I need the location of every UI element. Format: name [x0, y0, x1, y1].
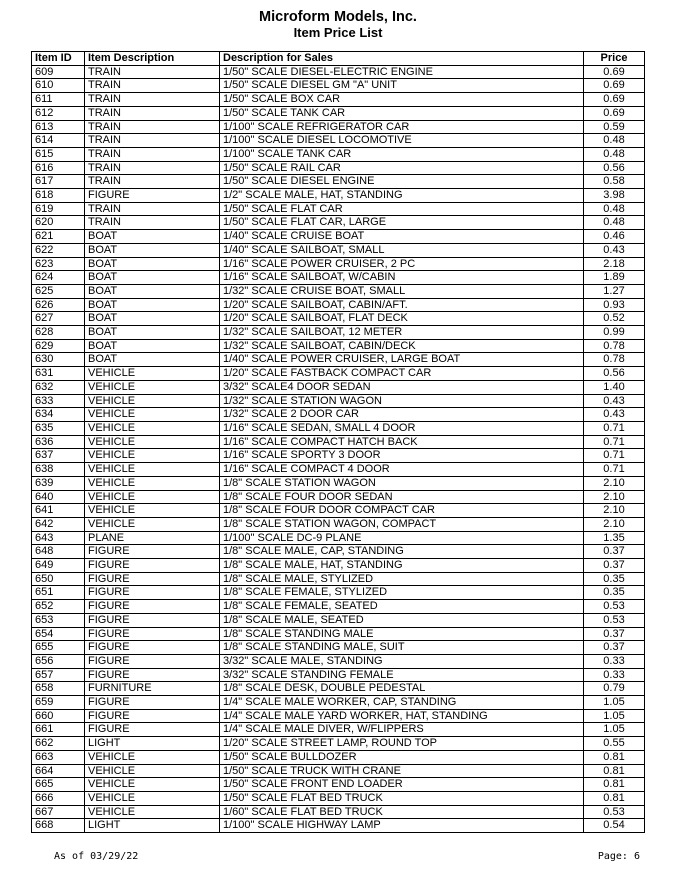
sales-description-cell: 1/8" SCALE DESK, DOUBLE PEDESTAL	[220, 682, 584, 696]
price-cell: 0.48	[584, 147, 645, 161]
price-cell: 2.10	[584, 476, 645, 490]
table-row	[32, 764, 645, 778]
sales-description-cell: 1/16" SCALE COMPACT 4 DOOR	[220, 463, 584, 477]
table-row	[32, 572, 645, 586]
item-id-cell: 658	[32, 682, 85, 696]
price-cell: 0.58	[584, 175, 645, 189]
item-id-cell: 633	[32, 394, 85, 408]
table-row	[32, 161, 645, 175]
item-id-cell: 629	[32, 339, 85, 353]
table-row	[32, 476, 645, 490]
item-description-cell: BOAT	[85, 312, 220, 326]
table-row	[32, 504, 645, 518]
sales-description-cell: 1/50" SCALE DIESEL ENGINE	[220, 175, 584, 189]
item-id-cell: 622	[32, 243, 85, 257]
item-description-cell: VEHICLE	[85, 791, 220, 805]
item-description-cell: VEHICLE	[85, 367, 220, 381]
table-row	[32, 819, 645, 833]
table-row	[32, 613, 645, 627]
table-row	[32, 79, 645, 93]
price-cell: 0.71	[584, 421, 645, 435]
item-id-cell: 631	[32, 367, 85, 381]
column-header-price: Price	[584, 52, 645, 66]
column-header-description-for-sales: Description for Sales	[220, 52, 584, 66]
item-description-cell: BOAT	[85, 339, 220, 353]
item-description-cell: VEHICLE	[85, 764, 220, 778]
item-description-cell: FIGURE	[85, 572, 220, 586]
item-description-cell: TRAIN	[85, 161, 220, 175]
item-description-cell: VEHICLE	[85, 463, 220, 477]
table-row	[32, 394, 645, 408]
item-description-cell: TRAIN	[85, 134, 220, 148]
table-row	[32, 696, 645, 710]
item-id-cell: 650	[32, 572, 85, 586]
price-cell: 0.35	[584, 572, 645, 586]
price-cell: 0.48	[584, 134, 645, 148]
item-id-cell: 617	[32, 175, 85, 189]
table-row	[32, 106, 645, 120]
sales-description-cell: 1/8" SCALE FEMALE, SEATED	[220, 600, 584, 614]
price-cell: 2.10	[584, 517, 645, 531]
table-row	[32, 202, 645, 216]
item-description-cell: VEHICLE	[85, 517, 220, 531]
item-id-cell: 614	[32, 134, 85, 148]
item-description-cell: TRAIN	[85, 65, 220, 79]
sales-description-cell: 1/8" SCALE STANDING MALE, SUIT	[220, 641, 584, 655]
item-description-cell: LIGHT	[85, 819, 220, 833]
item-id-cell: 625	[32, 284, 85, 298]
item-description-cell: FIGURE	[85, 559, 220, 573]
item-description-cell: TRAIN	[85, 79, 220, 93]
price-cell: 0.78	[584, 339, 645, 353]
price-table	[31, 51, 645, 833]
item-id-cell: 624	[32, 271, 85, 285]
price-cell: 0.55	[584, 737, 645, 751]
item-description-cell: VEHICLE	[85, 408, 220, 422]
item-description-cell: VEHICLE	[85, 805, 220, 819]
sales-description-cell: 1/4" SCALE MALE DIVER, W/FLIPPERS	[220, 723, 584, 737]
item-id-cell: 618	[32, 189, 85, 203]
item-description-cell: VEHICLE	[85, 380, 220, 394]
sales-description-cell: 1/50" SCALE TRUCK WITH CRANE	[220, 764, 584, 778]
sales-description-cell: 1/16" SCALE SPORTY 3 DOOR	[220, 449, 584, 463]
page-title: Microform Models, Inc.	[259, 9, 417, 25]
table-row	[32, 421, 645, 435]
item-id-cell: 639	[32, 476, 85, 490]
item-id-cell: 666	[32, 791, 85, 805]
price-cell: 0.37	[584, 641, 645, 655]
table-row	[32, 682, 645, 696]
price-cell: 1.05	[584, 696, 645, 710]
sales-description-cell: 1/100" SCALE DC-9 PLANE	[220, 531, 584, 545]
sales-description-cell: 1/60" SCALE FLAT BED TRUCK	[220, 805, 584, 819]
table-row	[32, 312, 645, 326]
item-id-cell: 621	[32, 230, 85, 244]
sales-description-cell: 3/32" SCALE STANDING FEMALE	[220, 668, 584, 682]
price-cell: 0.71	[584, 449, 645, 463]
item-id-cell: 612	[32, 106, 85, 120]
item-description-cell: VEHICLE	[85, 435, 220, 449]
price-cell: 0.78	[584, 353, 645, 367]
table-row	[32, 408, 645, 422]
sales-description-cell: 1/50" SCALE FLAT BED TRUCK	[220, 791, 584, 805]
table-header-row	[32, 52, 645, 66]
item-id-cell: 663	[32, 750, 85, 764]
item-description-cell: FIGURE	[85, 641, 220, 655]
table-row	[32, 559, 645, 573]
item-description-cell: LIGHT	[85, 737, 220, 751]
footer-page-number: Page: 6	[597, 851, 640, 862]
sales-description-cell: 1/50" SCALE FLAT CAR	[220, 202, 584, 216]
sales-description-cell: 1/100" SCALE REFRIGERATOR CAR	[220, 120, 584, 134]
table-row	[32, 353, 645, 367]
price-cell: 1.89	[584, 271, 645, 285]
item-id-cell: 655	[32, 641, 85, 655]
table-body	[32, 65, 645, 832]
item-id-cell: 661	[32, 723, 85, 737]
table-row	[32, 298, 645, 312]
price-cell: 0.35	[584, 586, 645, 600]
price-cell: 0.81	[584, 791, 645, 805]
table-row	[32, 600, 645, 614]
item-description-cell: FIGURE	[85, 545, 220, 559]
sales-description-cell: 3/32" SCALE MALE, STANDING	[220, 654, 584, 668]
item-description-cell: BOAT	[85, 257, 220, 271]
sales-description-cell: 1/100" SCALE TANK CAR	[220, 147, 584, 161]
table-row	[32, 339, 645, 353]
item-id-cell: 643	[32, 531, 85, 545]
table-row	[32, 380, 645, 394]
sales-description-cell: 1/20" SCALE FASTBACK COMPACT CAR	[220, 367, 584, 381]
price-cell: 0.53	[584, 613, 645, 627]
item-id-cell: 615	[32, 147, 85, 161]
item-id-cell: 664	[32, 764, 85, 778]
price-cell: 0.71	[584, 463, 645, 477]
item-description-cell: FIGURE	[85, 600, 220, 614]
item-id-cell: 654	[32, 627, 85, 641]
item-id-cell: 610	[32, 79, 85, 93]
sales-description-cell: 1/50" SCALE FRONT END LOADER	[220, 778, 584, 792]
table-row	[32, 189, 645, 203]
table-row	[32, 230, 645, 244]
table-row	[32, 517, 645, 531]
item-description-cell: FIGURE	[85, 668, 220, 682]
item-description-cell: BOAT	[85, 353, 220, 367]
sales-description-cell: 1/32" SCALE SAILBOAT, 12 METER	[220, 326, 584, 340]
price-cell: 1.40	[584, 380, 645, 394]
price-cell: 0.37	[584, 545, 645, 559]
sales-description-cell: 1/8" SCALE STATION WAGON	[220, 476, 584, 490]
item-description-cell: FIGURE	[85, 696, 220, 710]
item-id-cell: 613	[32, 120, 85, 134]
item-id-cell: 636	[32, 435, 85, 449]
price-cell: 2.10	[584, 504, 645, 518]
item-description-cell: BOAT	[85, 271, 220, 285]
table-row	[32, 120, 645, 134]
item-id-cell: 659	[32, 696, 85, 710]
sales-description-cell: 1/4" SCALE MALE WORKER, CAP, STANDING	[220, 696, 584, 710]
item-description-cell: TRAIN	[85, 147, 220, 161]
sales-description-cell: 1/16" SCALE SEDAN, SMALL 4 DOOR	[220, 421, 584, 435]
sales-description-cell: 1/32" SCALE CRUISE BOAT, SMALL	[220, 284, 584, 298]
table-row	[32, 93, 645, 107]
table-row	[32, 641, 645, 655]
item-description-cell: VEHICLE	[85, 394, 220, 408]
table-row	[32, 216, 645, 230]
item-description-cell: VEHICLE	[85, 504, 220, 518]
item-description-cell: TRAIN	[85, 216, 220, 230]
price-cell: 1.27	[584, 284, 645, 298]
sales-description-cell: 1/32" SCALE SAILBOAT, CABIN/DECK	[220, 339, 584, 353]
item-id-cell: 656	[32, 654, 85, 668]
table-row	[32, 65, 645, 79]
item-id-cell: 652	[32, 600, 85, 614]
item-description-cell: TRAIN	[85, 120, 220, 134]
sales-description-cell: 1/2" SCALE MALE, HAT, STANDING	[220, 189, 584, 203]
sales-description-cell: 1/40" SCALE CRUISE BOAT	[220, 230, 584, 244]
sales-description-cell: 1/100" SCALE DIESEL LOCOMOTIVE	[220, 134, 584, 148]
price-cell: 0.56	[584, 367, 645, 381]
item-description-cell: TRAIN	[85, 202, 220, 216]
sales-description-cell: 1/8" SCALE STATION WAGON, COMPACT	[220, 517, 584, 531]
sales-description-cell: 1/8" SCALE FEMALE, STYLIZED	[220, 586, 584, 600]
sales-description-cell: 1/16" SCALE POWER CRUISER, 2 PC	[220, 257, 584, 271]
table-row	[32, 654, 645, 668]
price-cell: 0.79	[584, 682, 645, 696]
price-cell: 0.46	[584, 230, 645, 244]
item-description-cell: VEHICLE	[85, 421, 220, 435]
price-cell: 2.10	[584, 490, 645, 504]
item-id-cell: 657	[32, 668, 85, 682]
sales-description-cell: 1/8" SCALE MALE, HAT, STANDING	[220, 559, 584, 573]
price-cell: 0.81	[584, 750, 645, 764]
price-cell: 0.81	[584, 764, 645, 778]
price-cell: 0.56	[584, 161, 645, 175]
sales-description-cell: 1/20" SCALE SAILBOAT, FLAT DECK	[220, 312, 584, 326]
sales-description-cell: 1/8" SCALE MALE, CAP, STANDING	[220, 545, 584, 559]
table-row	[32, 257, 645, 271]
price-cell: 0.69	[584, 106, 645, 120]
item-id-cell: 648	[32, 545, 85, 559]
table-row	[32, 778, 645, 792]
item-id-cell: 662	[32, 737, 85, 751]
price-cell: 3.98	[584, 189, 645, 203]
item-id-cell: 632	[32, 380, 85, 394]
item-id-cell: 630	[32, 353, 85, 367]
table-row	[32, 284, 645, 298]
item-description-cell: FURNITURE	[85, 682, 220, 696]
price-cell: 0.43	[584, 394, 645, 408]
item-description-cell: BOAT	[85, 230, 220, 244]
table-row	[32, 147, 645, 161]
price-cell: 2.18	[584, 257, 645, 271]
table-row	[32, 243, 645, 257]
table-row	[32, 627, 645, 641]
price-cell: 0.37	[584, 627, 645, 641]
item-id-cell: 653	[32, 613, 85, 627]
sales-description-cell: 1/8" SCALE FOUR DOOR SEDAN	[220, 490, 584, 504]
item-id-cell: 628	[32, 326, 85, 340]
table-row	[32, 326, 645, 340]
item-description-cell: FIGURE	[85, 723, 220, 737]
price-cell: 0.69	[584, 79, 645, 93]
price-cell: 0.37	[584, 559, 645, 573]
price-cell: 0.33	[584, 668, 645, 682]
price-cell: 1.05	[584, 709, 645, 723]
item-description-cell: FIGURE	[85, 613, 220, 627]
price-cell: 0.81	[584, 778, 645, 792]
item-id-cell: 634	[32, 408, 85, 422]
item-id-cell: 620	[32, 216, 85, 230]
item-description-cell: FIGURE	[85, 189, 220, 203]
price-cell: 0.71	[584, 435, 645, 449]
table-row	[32, 134, 645, 148]
item-id-cell: 638	[32, 463, 85, 477]
table-row	[32, 435, 645, 449]
page-subtitle: Item Price List	[293, 25, 383, 40]
item-description-cell: FIGURE	[85, 709, 220, 723]
sales-description-cell: 1/16" SCALE SAILBOAT, W/CABIN	[220, 271, 584, 285]
price-cell: 0.48	[584, 202, 645, 216]
item-description-cell: VEHICLE	[85, 778, 220, 792]
table-row	[32, 175, 645, 189]
table-row	[32, 449, 645, 463]
item-id-cell: 627	[32, 312, 85, 326]
price-cell: 0.99	[584, 326, 645, 340]
sales-description-cell: 1/50" SCALE FLAT CAR, LARGE	[220, 216, 584, 230]
item-id-cell: 623	[32, 257, 85, 271]
table-row	[32, 805, 645, 819]
item-id-cell: 635	[32, 421, 85, 435]
sales-description-cell: 1/50" SCALE DIESEL-ELECTRIC ENGINE	[220, 65, 584, 79]
item-id-cell: 668	[32, 819, 85, 833]
price-cell: 0.33	[584, 654, 645, 668]
sales-description-cell: 1/50" SCALE DIESEL GM "A" UNIT	[220, 79, 584, 93]
sales-description-cell: 1/32" SCALE STATION WAGON	[220, 394, 584, 408]
price-cell: 1.35	[584, 531, 645, 545]
table-row	[32, 586, 645, 600]
sales-description-cell: 1/16" SCALE COMPACT HATCH BACK	[220, 435, 584, 449]
table-row	[32, 367, 645, 381]
price-cell: 0.69	[584, 65, 645, 79]
item-id-cell: 641	[32, 504, 85, 518]
sales-description-cell: 1/32" SCALE 2 DOOR CAR	[220, 408, 584, 422]
price-cell: 0.69	[584, 93, 645, 107]
price-cell: 0.48	[584, 216, 645, 230]
item-description-cell: FIGURE	[85, 654, 220, 668]
sales-description-cell: 1/40" SCALE SAILBOAT, SMALL	[220, 243, 584, 257]
sales-description-cell: 1/8" SCALE STANDING MALE	[220, 627, 584, 641]
table-row	[32, 668, 645, 682]
table-row	[32, 531, 645, 545]
item-description-cell: TRAIN	[85, 175, 220, 189]
table-row	[32, 490, 645, 504]
sales-description-cell: 1/4" SCALE MALE YARD WORKER, HAT, STANDING	[220, 709, 584, 723]
item-description-cell: BOAT	[85, 298, 220, 312]
price-cell: 0.53	[584, 600, 645, 614]
item-description-cell: BOAT	[85, 243, 220, 257]
item-id-cell: 609	[32, 65, 85, 79]
item-description-cell: BOAT	[85, 284, 220, 298]
table-row	[32, 750, 645, 764]
sales-description-cell: 1/8" SCALE FOUR DOOR COMPACT CAR	[220, 504, 584, 518]
price-cell: 0.93	[584, 298, 645, 312]
price-cell: 0.52	[584, 312, 645, 326]
price-cell: 0.53	[584, 805, 645, 819]
item-id-cell: 637	[32, 449, 85, 463]
price-cell: 1.05	[584, 723, 645, 737]
table-row	[32, 737, 645, 751]
item-description-cell: PLANE	[85, 531, 220, 545]
table-row	[32, 709, 645, 723]
item-id-cell: 640	[32, 490, 85, 504]
item-id-cell: 616	[32, 161, 85, 175]
item-id-cell: 649	[32, 559, 85, 573]
item-description-cell: VEHICLE	[85, 490, 220, 504]
table-row	[32, 463, 645, 477]
sales-description-cell: 3/32" SCALE4 DOOR SEDAN	[220, 380, 584, 394]
sales-description-cell: 1/50" SCALE BULLDOZER	[220, 750, 584, 764]
item-description-cell: VEHICLE	[85, 449, 220, 463]
sales-description-cell: 1/8" SCALE MALE, SEATED	[220, 613, 584, 627]
price-cell: 0.43	[584, 243, 645, 257]
item-id-cell: 619	[32, 202, 85, 216]
item-description-cell: BOAT	[85, 326, 220, 340]
sales-description-cell: 1/20" SCALE SAILBOAT, CABIN/AFT.	[220, 298, 584, 312]
sales-description-cell: 1/8" SCALE MALE, STYLIZED	[220, 572, 584, 586]
footer-date: As of 03/29/22	[54, 851, 139, 862]
sales-description-cell: 1/20" SCALE STREET LAMP, ROUND TOP	[220, 737, 584, 751]
column-header-item-description: Item Description	[85, 52, 220, 66]
sales-description-cell: 1/40" SCALE POWER CRUISER, LARGE BOAT	[220, 353, 584, 367]
item-id-cell: 660	[32, 709, 85, 723]
item-id-cell: 611	[32, 93, 85, 107]
item-description-cell: TRAIN	[85, 106, 220, 120]
sales-description-cell: 1/100" SCALE HIGHWAY LAMP	[220, 819, 584, 833]
table-row	[32, 545, 645, 559]
price-cell: 0.59	[584, 120, 645, 134]
sales-description-cell: 1/50" SCALE BOX CAR	[220, 93, 584, 107]
price-cell: 0.54	[584, 819, 645, 833]
table-row	[32, 791, 645, 805]
item-description-cell: VEHICLE	[85, 476, 220, 490]
price-cell: 0.43	[584, 408, 645, 422]
item-id-cell: 651	[32, 586, 85, 600]
table-row	[32, 723, 645, 737]
sales-description-cell: 1/50" SCALE RAIL CAR	[220, 161, 584, 175]
item-id-cell: 667	[32, 805, 85, 819]
sales-description-cell: 1/50" SCALE TANK CAR	[220, 106, 584, 120]
item-id-cell: 626	[32, 298, 85, 312]
item-description-cell: TRAIN	[85, 93, 220, 107]
item-description-cell: VEHICLE	[85, 750, 220, 764]
item-description-cell: FIGURE	[85, 586, 220, 600]
table-row	[32, 271, 645, 285]
item-description-cell: FIGURE	[85, 627, 220, 641]
item-id-cell: 642	[32, 517, 85, 531]
item-id-cell: 665	[32, 778, 85, 792]
column-header-item-id: Item ID	[32, 52, 85, 66]
